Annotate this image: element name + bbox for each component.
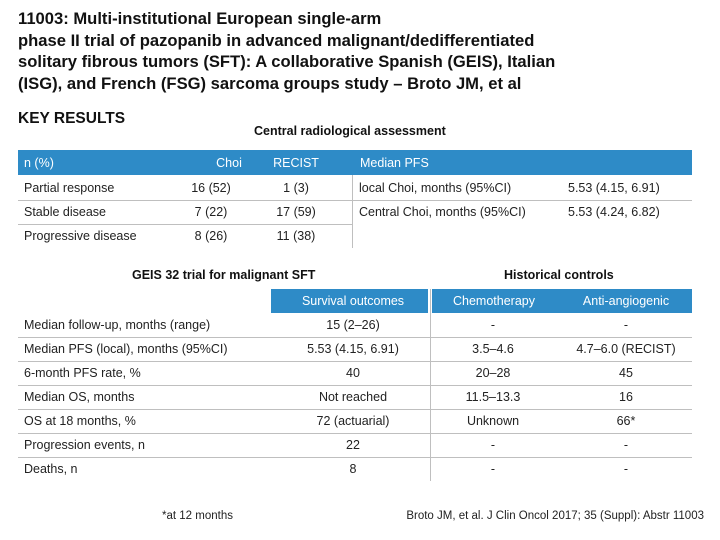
- table-cell: 5.53 (4.24, 6.82): [568, 205, 660, 219]
- central-assessment-label: Central radiological assessment: [254, 124, 446, 138]
- table-cell: Not reached: [318, 390, 388, 404]
- title-line: phase II trial of pazopanib in advanced malignant/dedifferentiated: [18, 30, 535, 50]
- row-divider: [18, 224, 352, 225]
- historical-controls-header: [432, 289, 692, 313]
- table-row-label: Median PFS (local), months (95%CI): [24, 342, 228, 356]
- slide-title: [18, 8, 708, 94]
- table-row-label: local Choi, months (95%CI): [359, 181, 512, 195]
- table-cell: 8: [349, 462, 357, 476]
- geis-trial-label: GEIS 32 trial for malignant SFT: [132, 268, 316, 282]
- table-cell: 15 (2–26): [326, 318, 380, 332]
- table-row-label: OS at 18 months, %: [24, 414, 136, 428]
- table-row-label: Progression events, n: [24, 438, 145, 452]
- table-cell: 11 (38): [276, 229, 316, 243]
- column-divider: [352, 175, 353, 248]
- table-row-label: Partial response: [24, 181, 115, 195]
- title-line: (ISG), and French (FSG) sarcoma groups study – Broto JM, et al: [18, 73, 522, 93]
- row-divider: [18, 433, 692, 434]
- row-divider: [18, 409, 692, 410]
- header-median-pfs: Median PFS: [360, 155, 429, 170]
- row-divider: [18, 361, 692, 362]
- row-divider: [352, 200, 692, 201]
- table-cell: -: [623, 462, 629, 476]
- table-cell: 16: [619, 390, 633, 404]
- central-table-header: [18, 150, 352, 175]
- header-recist: RECIST: [273, 155, 319, 170]
- row-divider: [18, 457, 692, 458]
- column-divider: [430, 289, 431, 481]
- title-line: solitary fibrous tumors (SFT): A collaborative Spanish (GEIS), Italian: [18, 52, 556, 71]
- median-pfs-header: [352, 150, 692, 175]
- table-row-label: Median follow-up, months (range): [24, 318, 211, 332]
- header-anti-angiogenic: Anti-angiogenic: [582, 294, 670, 308]
- table-cell: -: [623, 318, 629, 332]
- table-cell: -: [490, 438, 496, 452]
- table-cell: 40: [346, 366, 360, 380]
- table-cell: 17 (59): [276, 205, 316, 219]
- table-cell: -: [490, 318, 496, 332]
- table-row-label: Progressive disease: [24, 229, 137, 243]
- table-cell: 3.5–4.6: [472, 342, 514, 356]
- table-cell: 45: [619, 366, 633, 380]
- table-cell: 22: [346, 438, 360, 452]
- table-row-label: Deaths, n: [24, 462, 78, 476]
- table-cell: 72 (actuarial): [316, 414, 390, 428]
- title-line: 11003: Multi-institutional European single-arm: [18, 9, 382, 28]
- table-row-label: 6-month PFS rate, %: [24, 366, 141, 380]
- footnote: *at 12 months: [162, 510, 233, 522]
- citation: Broto JM, et al. J Clin Oncol 2017; 35 (Suppl): Abstr 11003: [406, 510, 704, 522]
- key-results-heading: KEY RESULTS: [18, 110, 126, 127]
- header-chemotherapy: Chemotherapy: [453, 294, 535, 308]
- table-cell: 7 (22): [194, 205, 228, 219]
- table-cell: 1 (3): [283, 181, 309, 195]
- row-divider: [18, 200, 352, 201]
- table-cell: 5.53 (4.15, 6.91): [307, 342, 399, 356]
- table-cell: 4.7–6.0 (RECIST): [576, 342, 676, 356]
- table-cell: -: [490, 462, 496, 476]
- historical-controls-label: Historical controls: [504, 268, 614, 282]
- table-cell: 66*: [616, 414, 636, 428]
- table-cell: 11.5–13.3: [465, 390, 521, 404]
- table-cell: 8 (26): [194, 229, 228, 243]
- survival-outcomes-header: [271, 289, 428, 313]
- row-divider: [18, 337, 692, 338]
- header-choi: Choi: [216, 155, 242, 170]
- table-cell: 5.53 (4.15, 6.91): [568, 181, 660, 195]
- table-row-label: Central Choi, months (95%CI): [359, 205, 526, 219]
- table-cell: -: [623, 438, 629, 452]
- table-cell: 20–28: [475, 366, 511, 380]
- table-cell: Unknown: [466, 414, 520, 428]
- header-survival-outcomes: Survival outcomes: [301, 294, 405, 308]
- header-n-percent: n (%): [24, 155, 54, 170]
- table-cell: 16 (52): [191, 181, 231, 195]
- table-row-label: Stable disease: [24, 205, 107, 219]
- row-divider: [18, 385, 692, 386]
- table-row-label: Median OS, months: [24, 390, 135, 404]
